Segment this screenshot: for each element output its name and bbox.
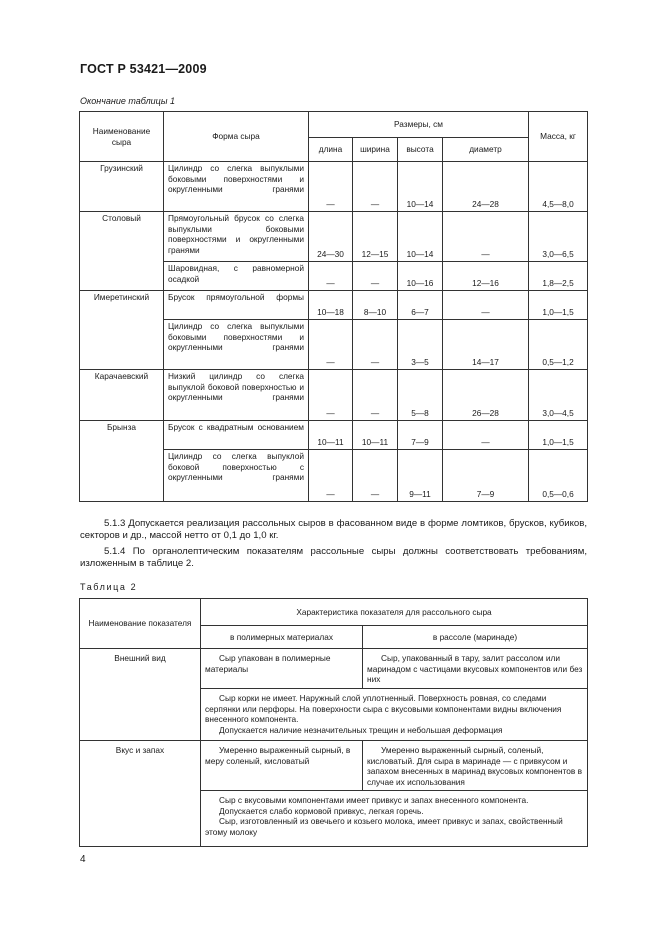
table-row <box>80 649 588 689</box>
cheese-mass: 1,0—1,5 <box>529 421 588 450</box>
t1-header-mass: Масса, кг <box>529 112 588 162</box>
cheese-diameter: 7—9 <box>443 450 529 502</box>
cheese-name: Грузинский <box>80 162 164 212</box>
table-row <box>80 291 588 320</box>
cheese-name: Карачаевский <box>80 370 164 421</box>
cheese-diameter: — <box>443 212 529 262</box>
table-row <box>80 421 588 450</box>
cheese-form: Брусок с квадратным основанием <box>164 421 309 450</box>
indicator-taste: Вкус и запах <box>80 741 201 847</box>
t1-header-name: Наименование сыра <box>80 112 164 162</box>
cheese-mass: 3,0—4,5 <box>529 370 588 421</box>
taste-common-text-3: Сыр, изготовленный из овечьего и козьего молока, имеет привкус и запах, свойственный этому молоку <box>205 816 563 838</box>
cheese-form: Цилиндр со слегка выпуклыми боковыми поверхностями и округленными гранями <box>164 320 309 370</box>
cheese-length: — <box>309 162 353 212</box>
indicator-appearance: Внешний вид <box>80 649 201 741</box>
cheese-diameter: 24—28 <box>443 162 529 212</box>
cheese-diameter: 26—28 <box>443 370 529 421</box>
cheese-name: Брынза <box>80 421 164 502</box>
t2-header-characteristic: Характеристика показателя для рассольного сыра <box>201 599 588 626</box>
cheese-form: Низкий цилиндр со слегка выпуклой боковой поверхностью и округленными гранями <box>164 370 309 421</box>
cheese-width: — <box>353 450 398 502</box>
cheese-mass: 0,5—1,2 <box>529 320 588 370</box>
appearance-common-text-2: Допускается наличие незначительных трещин и небольшая деформация <box>219 725 503 736</box>
cheese-height: 10—14 <box>398 212 443 262</box>
t2-header-polymer: в полимерных материалах <box>201 626 363 649</box>
document-header: ГОСТ Р 53421—2009 <box>80 62 207 76</box>
cheese-length: — <box>309 262 353 291</box>
table2 <box>79 598 588 847</box>
table1 <box>79 111 588 502</box>
cheese-width: — <box>353 162 398 212</box>
table1-caption: Окончание таблицы 1 <box>80 96 175 106</box>
cheese-form: Прямоугольный брусок со слегка выпуклыми боковыми поверхностями и округленными гранями <box>164 212 309 262</box>
cheese-diameter: 14—17 <box>443 320 529 370</box>
cheese-length: — <box>309 320 353 370</box>
table-row <box>80 212 588 262</box>
cheese-width: 10—11 <box>353 421 398 450</box>
taste-common-text-2: Допускается слабо кормовой привкус, легкая горечь. <box>219 805 424 816</box>
t1-header-height: высота <box>398 138 443 162</box>
cheese-diameter: — <box>443 291 529 320</box>
t2-header-brine: в рассоле (маринаде) <box>363 626 588 649</box>
cheese-length: 10—18 <box>309 291 353 320</box>
t2-header-indicator: Наименование показателя <box>80 599 201 649</box>
cheese-mass: 1,8—2,5 <box>529 262 588 291</box>
cheese-mass: 1,0—1,5 <box>529 291 588 320</box>
taste-common-text-1: Сыр с вкусовыми компонентами имеет привкус и запах внесенного компонента. <box>219 795 529 805</box>
cheese-form: Брусок прямоугольной формы <box>164 291 309 320</box>
cheese-form: Шаровидная, с равномерной осадкой <box>164 262 309 291</box>
cheese-height: 10—16 <box>398 262 443 291</box>
cheese-width: — <box>353 370 398 421</box>
appearance-polymer: Сыр упакован в полимерные материалы <box>201 649 363 689</box>
cheese-mass: 0,5—0,6 <box>529 450 588 502</box>
taste-brine: Умеренно выраженный сырный, соленый, кисловатый. Для сыра в маринаде — с привкусом и запахом внесенных в маринад вкусовых компонентов в случае их использования <box>363 741 588 791</box>
cheese-height: 10—14 <box>398 162 443 212</box>
cheese-form: Цилиндр со слегка выпуклыми боковыми поверхностями и округленными гранями <box>164 162 309 212</box>
page-number: 4 <box>80 854 86 865</box>
cheese-name: Столовый <box>80 212 164 291</box>
table-row <box>80 370 588 421</box>
t1-header-width: ширина <box>353 138 398 162</box>
cheese-diameter: — <box>443 421 529 450</box>
cheese-diameter: 12—16 <box>443 262 529 291</box>
cheese-height: 3—5 <box>398 320 443 370</box>
cheese-name: Имеретинский <box>80 291 164 370</box>
t1-header-diameter: диаметр <box>443 138 529 162</box>
t1-header-form: Форма сыра <box>164 112 309 162</box>
table-row <box>80 741 588 791</box>
cheese-height: 7—9 <box>398 421 443 450</box>
cheese-length: 24—30 <box>309 212 353 262</box>
cheese-mass: 3,0—6,5 <box>529 212 588 262</box>
table2-caption: Таблица 2 <box>80 582 138 592</box>
cheese-height: 6—7 <box>398 291 443 320</box>
cheese-width: — <box>353 262 398 291</box>
appearance-brine: Сыр, упакованный в тару, залит рассолом или маринадом с частицами вкусовых компонентов или без них <box>363 649 588 689</box>
t1-header-dims: Размеры, см <box>309 112 529 138</box>
cheese-width: 12—15 <box>353 212 398 262</box>
cheese-length: — <box>309 370 353 421</box>
paragraph-5-1-3: 5.1.3 Допускается реализация рассольных сыров в фасованном виде в форме ломтиков, брусков, кубиков, секторов и др., массой нетто от 0,1 до 1,0 кг. <box>80 518 587 541</box>
t1-header-length: длина <box>309 138 353 162</box>
cheese-width: 8—10 <box>353 291 398 320</box>
appearance-common <box>201 689 588 741</box>
cheese-width: — <box>353 320 398 370</box>
cheese-height: 5—8 <box>398 370 443 421</box>
table-row <box>80 162 588 212</box>
paragraph-5-1-4: 5.1.4 По органолептическим показателям рассольные сыры должны соответствовать требованиям, изложенным в таблице 2. <box>80 546 587 569</box>
cheese-form: Цилиндр со слегка выпуклой боковой поверхностью с округленными гранями <box>164 450 309 502</box>
cheese-height: 9—11 <box>398 450 443 502</box>
cheese-length: 10—11 <box>309 421 353 450</box>
taste-polymer: Умеренно выраженный сырный, в меру соленый, кисловатый <box>201 741 363 791</box>
appearance-common-text-1: Сыр корки не имеет. Наружный слой уплотненный. Поверхность ровная, со следами серпянки или перфоры. На поверхности сыра с вкусовыми компонентами видны включения внесенного компонента. <box>205 693 562 725</box>
cheese-length: — <box>309 450 353 502</box>
taste-common <box>201 791 588 847</box>
cheese-mass: 4,5—8,0 <box>529 162 588 212</box>
